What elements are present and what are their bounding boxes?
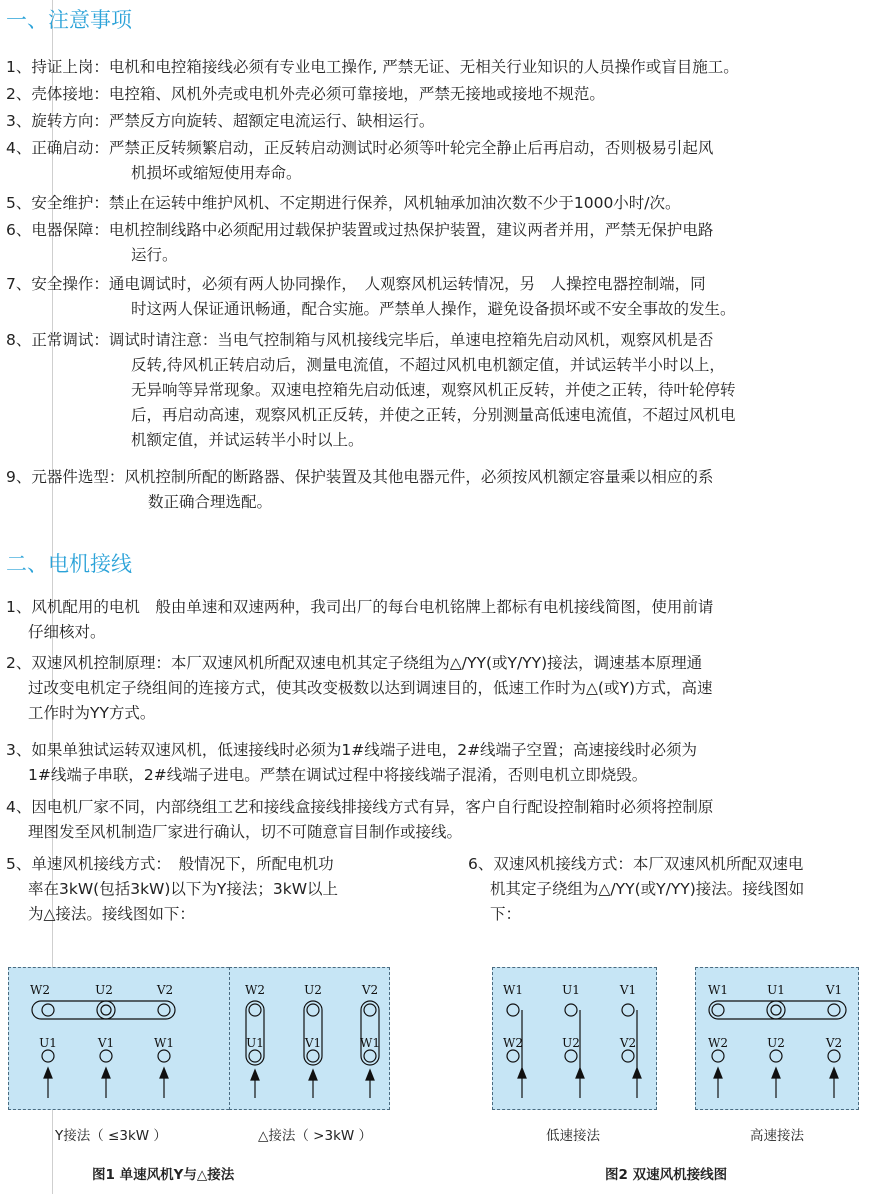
terminal-label: U1: [767, 983, 785, 997]
caption-low-speed: 低速接法: [546, 1128, 600, 1144]
supply-arrows: [251, 1070, 374, 1098]
wiring-item-2: 2、双速风机控制原理：本厂双速风机所配双速电机其定子绕组为△/YY(或Y/YY)接法，调速基本原理通 过改变电机定子绕组间的连接方式，使其改变极数以达到调速目的，低速工作时为△(或Y)方式，高速 工作时为YY方式。: [6, 654, 713, 722]
terminal-label: U1: [246, 1036, 264, 1050]
wiring-item-6: 6、双速风机接线方式：本厂双速风机所配双速电 机其定子绕组为△/YY(或Y/YY)接法。接线图如 下：: [468, 855, 805, 923]
caption-delta-connection: △接法（ >3kW ）: [258, 1128, 373, 1144]
terminal-circle: [42, 1050, 54, 1062]
terminal-label: W1: [154, 1036, 174, 1050]
terminal-label: W1: [708, 983, 728, 997]
terminal-label: V1: [825, 983, 843, 997]
terminal-label: V2: [619, 1036, 637, 1050]
terminal-circle: [507, 1050, 519, 1062]
terminal-label: W2: [245, 983, 265, 997]
wiring-item-1: 1、风机配用的电机 般由单速和双速两种，我司出厂的每台电机铭牌上都标有电机接线简图，使用前请 仔细核对。: [6, 598, 714, 641]
supply-arrows: [44, 1068, 168, 1098]
note-item-3: 3、旋转方向：严禁反方向旋转、超额定电流运行、缺相运行。: [6, 112, 435, 130]
star-link-bar: [709, 1001, 846, 1019]
terminal-circle: [565, 1004, 577, 1016]
terminal-circle: [249, 1004, 261, 1016]
wiring-item-4: 4、因电机厂家不同，内部绕组工艺和接线盒接线排接线方式有异，客户自行配设控制箱时必须将控制原 理图发至风机制造厂家进行确认，切不可随意盲目制作或接线。: [6, 798, 714, 841]
wiring-item-3: 3、如果单独试运转双速风机，低速接线时必须为1#线端子进电，2#线端子空置；高速接线时必须为 1#线端子串联，2#线端子进电。严禁在调试过程中将接线端子混淆，否则电机立即烧毁。: [6, 741, 698, 784]
note-item-7: 7、安全操作：通电调试时，必须有两人协同操作， 人观察风机运转情况，另 人操控电器控制端，同 时这两人保证通讯畅通，配合实施。严禁单人操作，避免设备损坏或不安全事故的发生。: [6, 275, 736, 318]
diagram-high-speed: [695, 967, 859, 1110]
diagram-y-connection: [8, 967, 254, 1110]
terminal-label: U2: [767, 1036, 785, 1050]
terminal-circle: [307, 1004, 319, 1016]
note-item-8: 8、正常调试：调试时请注意：当电气控制箱与风机接线完毕后，单速电控箱先启动风机，观察风机是否 反转,待风机正转启动后，测量电流值，不超过风机电机额定值，并试运转半小时以上， 无异响等异常现象。双速电控箱先启动低速，观察风机正反转，并使之正转，待叶轮停转 后，再启动高速，观察风机正反转，并使之正转，分别测量高低速电流值，不超过风机电 机额定值，并试运转半小时以上。: [6, 331, 736, 449]
terminal-label: W1: [503, 983, 523, 997]
terminal-label: U1: [39, 1036, 57, 1050]
note-item-2: 2、壳体接地：电控箱、风机外壳或电机外壳必须可靠接地，严禁无接地或接地不规范。: [6, 85, 605, 103]
figure-2-caption: 图2 双速风机接线图: [605, 1167, 728, 1183]
note-item-5: 5、安全维护：禁止在运转中维护风机、不定期进行保养，风机轴承加油次数不少于1000小时/次。: [6, 194, 681, 212]
note-item-1: 1、持证上岗：电机和电控箱接线必须有专业电工操作, 严禁无证、无相关行业知识的人员操作或盲目施工。: [6, 58, 739, 76]
terminal-label: W2: [708, 1036, 728, 1050]
terminal-label: U1: [562, 983, 580, 997]
terminal-circle: [97, 1001, 115, 1019]
terminal-circle: [307, 1050, 319, 1062]
terminal-circle: [100, 1050, 112, 1062]
terminal-circle: [712, 1004, 724, 1016]
terminal-circle: [622, 1050, 634, 1062]
caption-y-connection: Y接法（ ≤3kW ）: [55, 1128, 167, 1144]
terminal-label: V1: [304, 1036, 322, 1050]
terminal-circle: [101, 1005, 111, 1015]
terminal-label: W2: [30, 983, 50, 997]
terminal-circle: [622, 1004, 634, 1016]
caption-high-speed: 高速接法: [750, 1128, 804, 1144]
terminal-circle: [828, 1050, 840, 1062]
terminal-label: V2: [825, 1036, 843, 1050]
terminal-circle: [158, 1050, 170, 1062]
note-item-9: 9、元器件选型：风机控制所配的断路器、保护装置及其他电器元件，必须按风机额定容量乘以相应的系 数正确合理选配。: [6, 468, 714, 511]
terminal-circle: [364, 1050, 376, 1062]
figure-1-caption: 图1 单速风机Y与△接法: [92, 1167, 235, 1183]
section-title-notes: 一、注意事项: [6, 8, 132, 32]
terminal-label: V2: [156, 983, 174, 997]
diagram-delta-connection: [229, 967, 390, 1110]
terminal-circle: [507, 1004, 519, 1016]
terminal-label: V2: [361, 983, 379, 997]
wiring-item-5: 5、单速风机接线方式： 般情况下，所配电机功 率在3kW(包括3kW)以下为Y接法；3kW以上 为△接法。接线图如下：: [6, 855, 339, 923]
diagram-low-speed: [492, 967, 657, 1110]
terminal-circle: [364, 1004, 376, 1016]
terminal-circle: [770, 1050, 782, 1062]
terminal-circle: [249, 1050, 261, 1062]
terminal-circle: [828, 1004, 840, 1016]
terminal-circle: [771, 1005, 781, 1015]
note-item-6: 6、电器保障：电机控制线路中必须配用过载保护装置或过热保护装置，建议两者并用，严禁无保护电路 运行。: [6, 221, 714, 264]
terminal-label: V1: [97, 1036, 115, 1050]
terminal-label: W2: [503, 1036, 523, 1050]
section-title-wiring: 二、电机接线: [6, 552, 132, 576]
supply-arrows: [714, 1068, 838, 1098]
terminal-circle: [767, 1001, 785, 1019]
terminal-label: U2: [562, 1036, 580, 1050]
terminal-circle: [42, 1004, 54, 1016]
note-item-4: 4、正确启动：严禁正反转频繁启动，正反转启动测试时必须等叶轮完全静止后再启动，否则极易引起风 机损坏或缩短使用寿命。: [6, 139, 714, 182]
terminal-circle: [565, 1050, 577, 1062]
terminal-label: U2: [304, 983, 322, 997]
terminal-label: W1: [360, 1036, 380, 1050]
terminal-label: V1: [619, 983, 637, 997]
terminal-circle: [158, 1004, 170, 1016]
terminal-label: U2: [95, 983, 113, 997]
terminal-circle: [712, 1050, 724, 1062]
